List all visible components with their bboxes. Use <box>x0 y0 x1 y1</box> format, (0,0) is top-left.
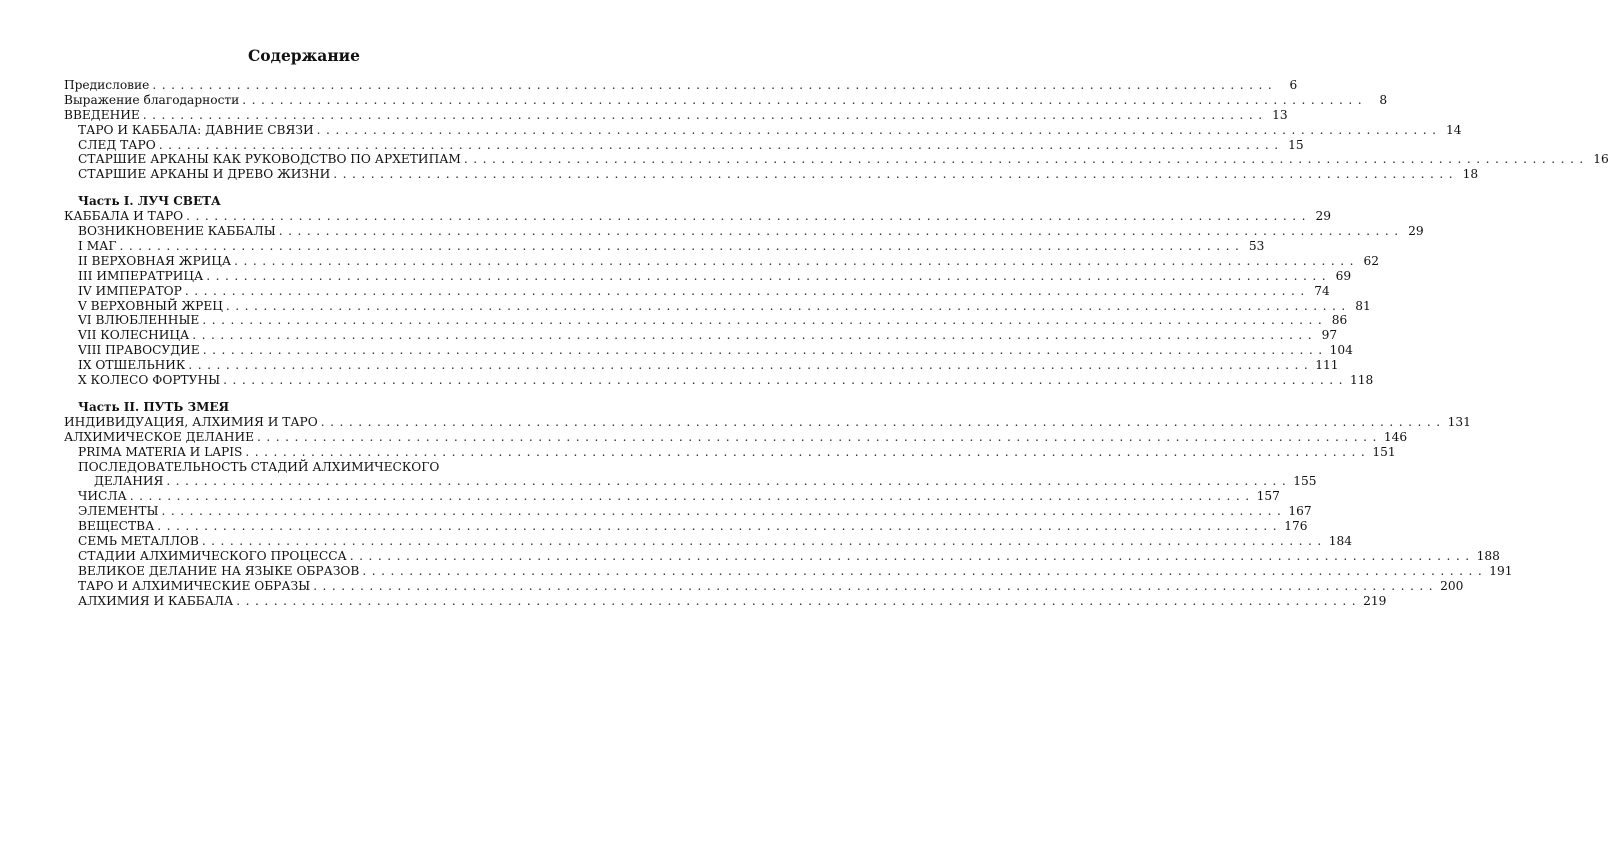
dot-leader: ........................................................................................................................ <box>316 122 1442 137</box>
dot-leader: ........................................................................................................................ <box>161 504 1287 519</box>
dot-leader: ........................................................................................................................ <box>223 373 1348 388</box>
toc-page-number: 29 <box>1408 224 1424 239</box>
toc-entry <box>64 373 1374 388</box>
toc-page-number: 176 <box>1284 519 1308 534</box>
toc-entry <box>64 504 1312 519</box>
toc-entry <box>64 298 1371 314</box>
toc-entry <box>64 444 1396 460</box>
toc-entry-label: АЛХИМИЯ И КАББАЛА <box>78 593 234 608</box>
toc-entry-label: II ВЕРХОВНАЯ ЖРИЦА <box>78 253 232 268</box>
toc-page-number: 167 <box>1288 504 1312 519</box>
toc-entry-label: VI ВЛЮБЛЕННЫЕ <box>78 313 200 328</box>
toc-entry-label: ВЕЩЕСТВА <box>78 519 155 534</box>
toc-entry <box>64 489 1280 504</box>
dot-leader: ........................................................................................................................ <box>234 253 1360 268</box>
toc-entry <box>64 519 1308 534</box>
toc-page-number: 104 <box>1329 343 1353 358</box>
toc-page-number: 188 <box>1476 548 1500 563</box>
toc-page-number: 131 <box>1447 414 1471 429</box>
toc-entry-label: АЛХИМИЧЕСКОЕ ДЕЛАНИЕ <box>64 429 255 444</box>
toc-entry-label: IV ИМПЕРАТОР <box>78 283 182 298</box>
toc-intro-section <box>64 78 1609 182</box>
page-title: Содержание <box>247 46 361 65</box>
toc-page-number: 74 <box>1314 283 1330 298</box>
toc-entry-label: СЕМЬ МЕТАЛЛОВ <box>78 534 199 549</box>
toc-entry <box>64 313 1348 328</box>
dot-leader: ........................................................................................................................ <box>119 239 1245 254</box>
toc-entry-label: IX ОТШЕЛЬНИК <box>78 358 186 373</box>
dot-leader: ........................................................................................................................ <box>202 313 1328 328</box>
dot-leader: ........................................................................................................................ <box>157 519 1283 534</box>
toc-entry-label: ИНДИВИДУАЦИЯ, АЛХИМИЯ И ТАРО <box>64 414 318 429</box>
toc-entry <box>64 224 1424 239</box>
toc-entry-label: VIII ПРАВОСУДИЕ <box>78 343 200 358</box>
dot-leader: ........................................................................................................................ <box>158 137 1284 152</box>
toc-entry-label: ЭЛЕМЕНТЫ <box>78 504 159 519</box>
toc-entry <box>64 78 1298 93</box>
toc-entry-label: ВЕЛИКОЕ ДЕЛАНИЕ НА ЯЗЫКЕ ОБРАЗОВ <box>78 563 360 578</box>
toc-entry-label: ПОСЛЕДОВАТЕЛЬНОСТЬ СТАДИЙ АЛХИМИЧЕСКОГО <box>78 459 440 474</box>
toc-entry <box>64 167 1479 182</box>
toc-page-number: 200 <box>1440 578 1464 593</box>
toc-page-number: 191 <box>1489 563 1513 578</box>
toc-page-number: 118 <box>1350 373 1374 388</box>
toc-entry-label: X КОЛЕСО ФОРТУНЫ <box>78 373 221 388</box>
toc-page-number: 157 <box>1256 489 1280 504</box>
dot-leader: ........................................................................................................................ <box>245 444 1371 459</box>
part-1-heading: Часть I. ЛУЧ СВЕТА <box>78 194 221 209</box>
toc-entry <box>64 460 532 475</box>
toc-entry-label: СТАРШИЕ АРКАНЫ И ДРЕВО ЖИЗНИ <box>78 167 331 182</box>
toc-page-number: 219 <box>1363 593 1387 608</box>
toc-entry <box>64 137 1304 153</box>
toc-entry <box>64 563 1513 579</box>
toc-entry <box>64 358 1339 373</box>
toc-page-number: 8 <box>1379 92 1388 107</box>
dot-leader: ........................................................................................................................ <box>463 152 1589 167</box>
toc-entry-label: Предисловие <box>64 78 150 92</box>
dot-leader: ........................................................................................................................ <box>320 414 1446 429</box>
dot-leader: ........................................................................................................................ <box>236 593 1362 608</box>
toc-entry-label: СТАДИИ АЛХИМИЧЕСКОГО ПРОЦЕССА <box>78 548 347 563</box>
toc-entry <box>64 253 1380 269</box>
dot-leader: ........................................................................................................................ <box>184 283 1310 298</box>
dot-leader: ........................................................................................................................ <box>166 474 1292 489</box>
toc-entry <box>64 239 1265 254</box>
dot-leader: ........................................................................................................................ <box>152 78 1278 92</box>
toc-page-number: 16 <box>1593 152 1609 167</box>
dot-leader: ........................................................................................................................ <box>192 328 1318 343</box>
dot-leader: ........................................................................................................................ <box>202 343 1328 358</box>
toc-page-number: 29 <box>1315 209 1332 224</box>
toc-entry-label: СЛЕД ТАРО <box>78 137 156 152</box>
toc-entry-label: ТАРО И АЛХИМИЧЕСКИЕ ОБРАЗЫ <box>78 578 311 593</box>
toc-entry <box>64 578 1464 594</box>
toc-entry <box>64 92 1388 108</box>
dot-leader: ........................................................................................................................ <box>257 429 1382 444</box>
toc-entry-label: III ИМПЕРАТРИЦА <box>78 268 204 283</box>
dot-leader: ........................................................................................................................ <box>225 298 1351 313</box>
toc-entry <box>64 283 1330 299</box>
toc-page-number: 184 <box>1328 534 1352 549</box>
dot-leader: ........................................................................................................................ <box>201 534 1327 549</box>
toc-page-number: 62 <box>1363 253 1380 268</box>
toc-entry-label: КАББАЛА И ТАРО <box>64 209 184 224</box>
toc-entry <box>64 268 1352 284</box>
dot-leader: ........................................................................................................................ <box>349 548 1475 563</box>
toc-entry-label: ТАРО И КАББАЛА: ДАВНИЕ СВЯЗИ <box>78 122 314 137</box>
toc-entry <box>64 534 1352 549</box>
toc-entry <box>64 474 1317 489</box>
toc-entry <box>64 152 1609 167</box>
toc-page-number: 86 <box>1331 313 1348 328</box>
toc-entry <box>64 107 1288 123</box>
toc-page-number: 151 <box>1372 444 1396 459</box>
toc-entry <box>64 548 1500 564</box>
toc-page-number: 97 <box>1321 328 1338 343</box>
dot-leader: ........................................................................................................................ <box>242 92 1368 107</box>
dot-leader: ........................................................................................................................ <box>313 578 1439 593</box>
toc-entry <box>64 429 1408 445</box>
toc-entry-label: ВОЗНИКНОВЕНИЕ КАББАЛЫ <box>78 224 276 239</box>
dot-leader: ........................................................................................................................ <box>129 489 1255 504</box>
part-2-heading: Часть II. ПУТЬ ЗМЕЯ <box>78 399 230 414</box>
toc-page-number: 155 <box>1293 474 1317 489</box>
toc-entry <box>64 343 1353 358</box>
toc-entry <box>64 328 1338 343</box>
toc-entry <box>64 414 1471 430</box>
table-of-contents <box>64 78 1609 609</box>
toc-entry-label: ВВЕДЕНИЕ <box>64 107 140 122</box>
dot-leader: ........................................................................................................................ <box>186 209 1312 224</box>
toc-page-number: 69 <box>1335 268 1352 283</box>
toc-entry <box>64 593 1387 609</box>
toc-page-number: 111 <box>1315 358 1339 373</box>
toc-entry-label: PRIMA MATERIA И LAPIS <box>78 444 243 459</box>
toc-part-2-section <box>64 414 1513 609</box>
toc-entry-label: СТАРШИЕ АРКАНЫ КАК РУКОВОДСТВО ПО АРХЕТИПАМ <box>78 152 461 167</box>
dot-leader: ........................................................................................................................ <box>142 107 1268 122</box>
toc-page-number: 53 <box>1248 239 1265 254</box>
toc-page-number: 14 <box>1445 122 1462 137</box>
toc-page-number: 81 <box>1355 298 1371 313</box>
toc-part-1-section <box>64 209 1424 388</box>
dot-leader: ........................................................................................................................ <box>206 268 1332 283</box>
toc-page-number: 146 <box>1383 429 1408 444</box>
toc-entry-label: I МАГ <box>78 239 117 254</box>
toc-page-number: 13 <box>1272 107 1288 122</box>
toc-entry-label: V ВЕРХОВНЫЙ ЖРЕЦ <box>78 298 223 313</box>
toc-page-number: 6 <box>1289 78 1298 92</box>
toc-page-number: 15 <box>1288 137 1304 152</box>
dot-leader: ........................................................................................................................ <box>188 358 1314 373</box>
dot-leader: ........................................................................................................................ <box>278 224 1404 239</box>
toc-entry <box>64 122 1462 138</box>
toc-entry-label: VII КОЛЕСНИЦА <box>78 328 190 343</box>
toc-entry <box>64 209 1332 224</box>
toc-entry-label: ЧИСЛА <box>78 489 127 504</box>
dot-leader: ........................................................................................................................ <box>362 563 1488 578</box>
toc-entry-label: ДЕЛАНИЯ <box>94 474 164 489</box>
dot-leader: ........................................................................................................................ <box>333 167 1459 182</box>
toc-entry-label: Выражение благодарности <box>64 92 240 107</box>
toc-page-number: 18 <box>1462 167 1479 182</box>
